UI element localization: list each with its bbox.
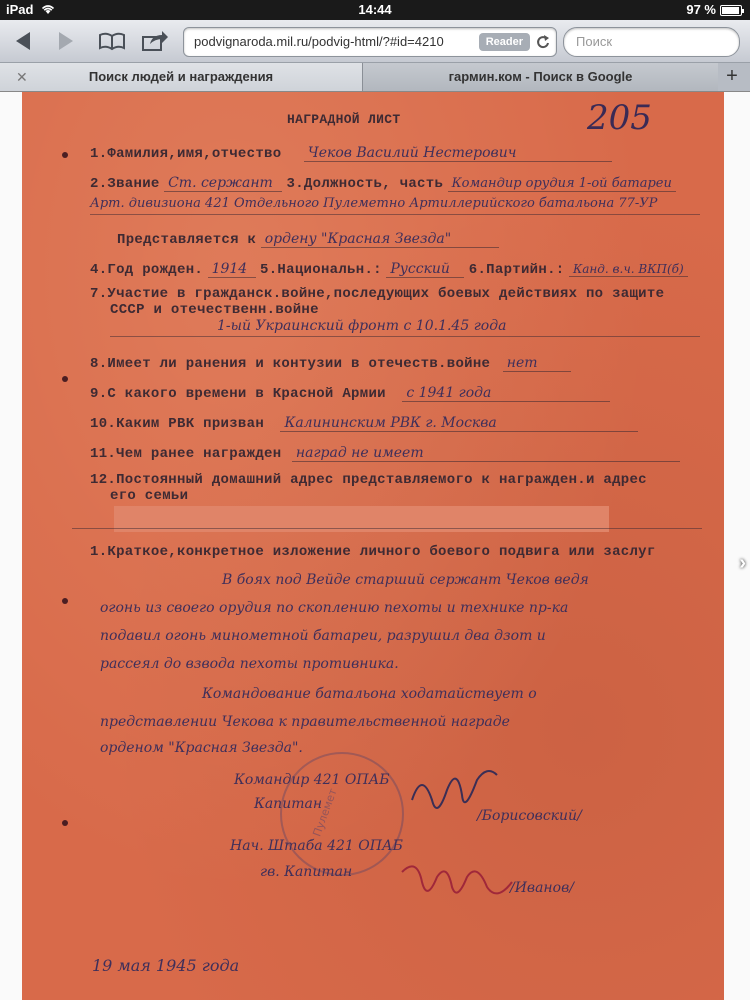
award-document: [22, 92, 724, 1000]
field-8-label: 8.Имеет ли ранения и контузии в отечеств.войне: [90, 356, 491, 372]
page-content: [0, 92, 750, 1000]
book-icon: [95, 28, 129, 54]
device-label: iPad: [6, 2, 34, 17]
status-bar: [0, 0, 750, 20]
signer-1-title: Командир 421 ОПАБ: [234, 772, 390, 788]
field-3-value: Командир орудия 1-ой батареи: [448, 176, 676, 192]
field-3-value-cont: Арт. дивизиона 421 Отдельного Пулеметно Артиллерийского батальона 77-УР: [90, 196, 658, 211]
nominated-value: ордену "Красная Звезда": [261, 231, 499, 248]
nominated-label: Представляется к: [117, 232, 257, 248]
section-divider: [72, 528, 702, 529]
share-icon: [138, 28, 170, 54]
tab-label: Поиск людей и награждения: [88, 69, 274, 84]
document-number: 205: [587, 98, 652, 138]
field-9-value: с 1941 года: [402, 385, 610, 402]
field-6-value: Канд. в.ч. ВКП(б): [569, 262, 688, 277]
hole-punch: [62, 820, 68, 826]
back-button[interactable]: [8, 28, 38, 54]
signer-2-rank: гв. Капитан: [260, 864, 353, 880]
feat-line-3: подавил огонь минометной батареи, разрушил два дзот и: [100, 628, 546, 644]
feat-line-4: рассеял до взвода пехоты противника.: [100, 656, 399, 672]
battery-percent: 97 %: [686, 2, 716, 17]
feat-label: 1.Краткое,конкретное изложение личного боевого подвига или заслуг: [90, 544, 656, 560]
url-text[interactable]: podvignaroda.mil.ru/podvig-html/?#id=4210: [194, 34, 444, 49]
back-arrow-icon: [8, 28, 38, 54]
next-page-icon[interactable]: ›: [739, 552, 746, 574]
hole-punch: [62, 598, 68, 604]
field-4-value: 1914: [208, 261, 256, 278]
field-1-label: 1.Фамилия,имя,отчество: [90, 146, 282, 162]
close-tab-icon[interactable]: ✕: [16, 69, 28, 85]
field-5-value: Русский: [386, 261, 464, 278]
field-2-value: Ст. сержант: [164, 175, 282, 192]
underline: [110, 336, 700, 337]
field-8-value: нет: [503, 355, 571, 372]
field-11-value: наград не имеет: [292, 445, 680, 462]
search-field[interactable]: [563, 27, 740, 57]
feat-line-2: огонь из своего орудия по скоплению пехоты и технике пр-ка: [100, 600, 569, 616]
field-4-label: 4.Год рожден.: [90, 262, 204, 278]
field-7-value: 1-ый Украинский фронт с 10.1.45 года: [217, 318, 507, 334]
tab-award-search[interactable]: [0, 63, 363, 91]
signature-1: [402, 760, 502, 840]
feat-line-6: представлении Чекова к правительственной награде: [100, 714, 510, 730]
forward-button[interactable]: [50, 28, 80, 54]
signer-2-name: /Иванов/: [510, 880, 574, 896]
field-2-label: 2.Звание: [90, 176, 160, 192]
field-11-label: 11.Чем ранее награжден: [90, 446, 282, 462]
reader-button[interactable]: Reader: [479, 33, 530, 51]
field-7-label-cont: СССР и отечественн.войне: [110, 302, 319, 318]
forward-arrow-icon: [50, 28, 80, 54]
signature-2: [397, 852, 517, 912]
tab-bar: [0, 63, 750, 92]
new-tab-button[interactable]: +: [726, 65, 738, 87]
browser-toolbar: [0, 20, 750, 63]
signer-1-rank: Капитан: [254, 796, 323, 812]
hole-punch: [62, 152, 68, 158]
battery-icon: [720, 5, 742, 16]
document-title: НАГРАДНОЙ ЛИСТ: [287, 112, 401, 127]
field-1-value: Чеков Василий Нестерович: [304, 145, 612, 162]
clock: 14:44: [358, 2, 392, 17]
unit-stamp: [280, 752, 404, 876]
share-button[interactable]: [138, 28, 170, 54]
hole-punch: [62, 376, 68, 382]
feat-line-7: орденом "Красная Звезда".: [100, 740, 303, 756]
field-12-label-cont: его семьи: [110, 488, 189, 504]
field-6-label: 6.Партийн.:: [468, 262, 565, 278]
field-9-label: 9.С какого времени в Красной Армии: [90, 386, 386, 402]
signer-1-name: /Борисовский/: [477, 808, 582, 824]
address-bar[interactable]: [183, 27, 557, 57]
bookmarks-button[interactable]: [95, 28, 129, 54]
field-12-label: 12.Постоянный домашний адрес представляемого к награжден.и адрес: [90, 472, 647, 488]
field-7-label: 7.Участие в гражданск.войне,последующих боевых действиях по защите: [90, 286, 665, 302]
field-3-label: 3.Должность, часть: [286, 176, 444, 192]
document-date: 19 мая 1945 года: [92, 956, 240, 975]
signer-2-title: Нач. Штаба 421 ОПАБ: [230, 838, 403, 854]
feat-line-5: Командование батальона ходатайствует о: [202, 686, 537, 702]
underline: [90, 214, 700, 215]
field-10-label: 10.Каким РВК призван: [90, 416, 265, 432]
tab-label: гармин.ком - Поиск в Google: [448, 69, 633, 84]
reload-icon[interactable]: [536, 34, 550, 55]
feat-line-1: В боях под Вейде старший сержант Чеков ведя: [222, 572, 589, 588]
stamp-text: Пулемет: [310, 786, 340, 839]
search-placeholder: Поиск: [576, 34, 613, 49]
field-10-value: Калининским РВК г. Москва: [280, 415, 638, 432]
tab-google-search[interactable]: [363, 63, 718, 91]
field-5-label: 5.Национальн.:: [260, 262, 382, 278]
